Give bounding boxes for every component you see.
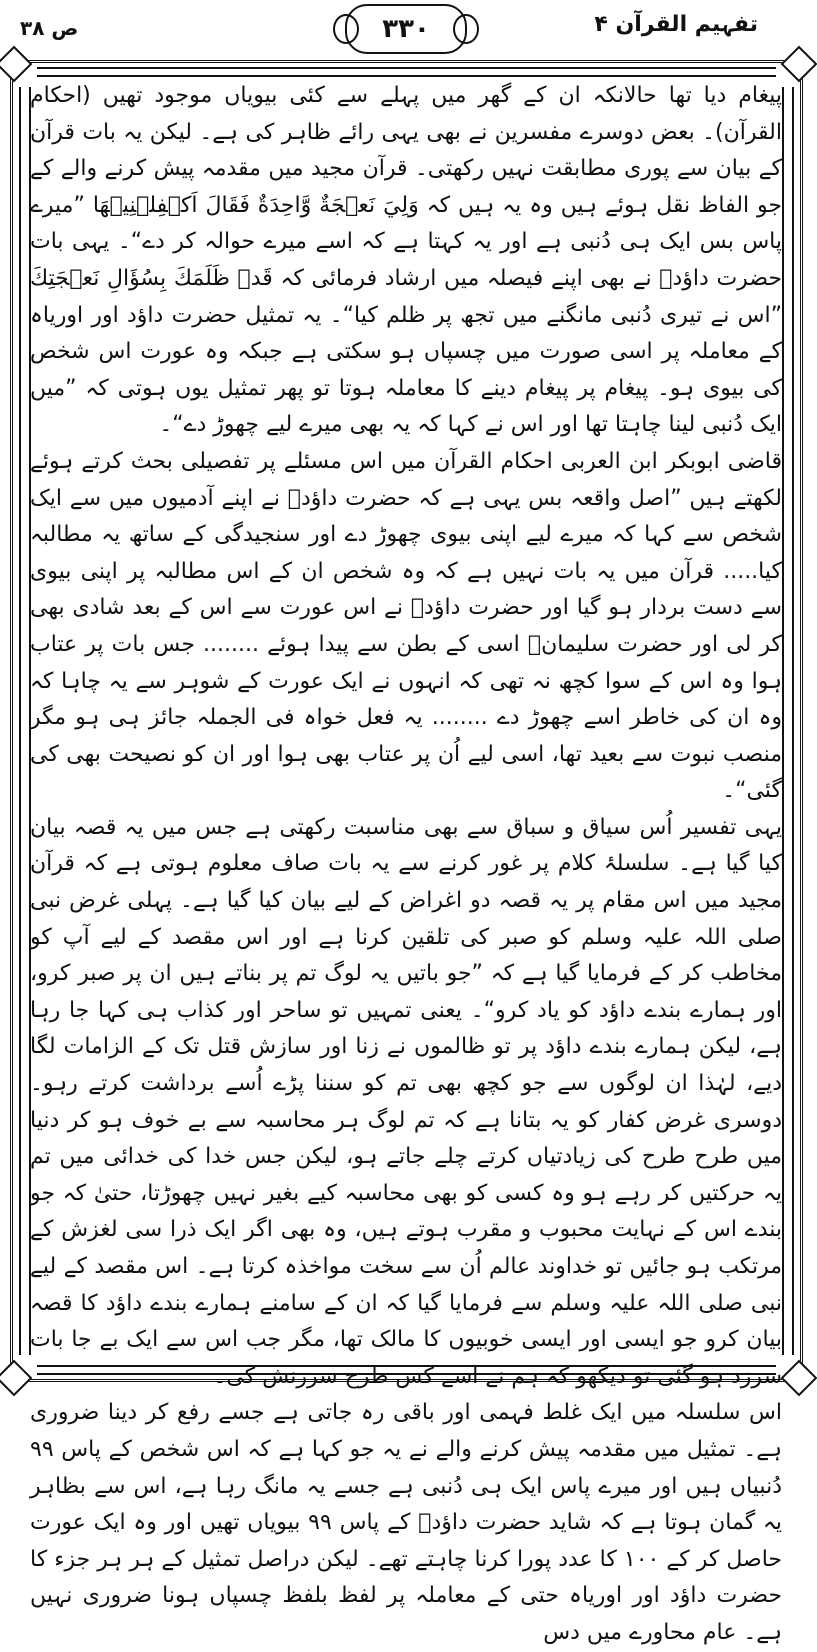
book-title: تفہیم القرآن ۴ <box>594 12 758 37</box>
corner-ornament-icon <box>781 1360 817 1397</box>
paragraph-4: اس سلسلہ میں ایک غلط فہمی اور باقی رہ جاتی ہے جسے رفع کر دینا ضروری ہے۔ تمثیل میں مقدمہ پیش کرنے والے نے یہ جو کہا ہے کہ اس شخص کے پاس ۹۹ دُنبیاں ہیں اور میرے پاس ایک ہی دُنبی ہے جسے یہ مانگ رہا ہے، اس سے بظاہر یہ گمان ہوتا ہے کہ شاید حضرت داؤدؑ کے پاس ۹۹ بیویاں تھیں اور وہ ایک عورت حاصل کر کے ۱۰۰ کا عدد پورا کرنا چاہتے تھے۔ لیکن دراصل تمثیل کے ہر ہر جزء کا حضرت داؤد اور اوریاہ حتی کے معاملہ پر لفظ بلفظ چسپاں ہونا ضروری نہیں ہے۔ عام محاورے میں دس <box>30 1400 782 1645</box>
border-rail-right <box>782 87 794 1355</box>
border-rail-top <box>37 67 776 77</box>
page-number: ۳۳۰ <box>345 4 467 54</box>
page-header <box>0 0 816 62</box>
page-body <box>30 78 782 1645</box>
paragraph-1: پیغام دیا تھا حالانکہ ان کے گھر میں پہلے سے کئی بیویاں موجود تھیں (احکام القرآن)۔ بعض دوسرے مفسرین نے بھی یہی رائے ظاہر کی ہے۔ لیکن یہ بات قرآن کے بیان سے پوری مطابقت نہیں رکھتی۔ قرآن مجید میں مقدمہ پیش کرنے والے کے جو الفاظ نقل ہوئے ہیں وہ یہ ہیں کہ وَلِيَ نَعۡجَةٌ وَّاحِدَةٌ فَقَالَ اَكۡفِلۡنِيۡهَا ”میرے پاس بس ایک ہی دُنبی ہے اور یہ کہتا ہے کہ اسے میرے حوالہ کر دے“۔ یہی بات حضرت داؤدؑ نے بھی اپنے فیصلہ میں ارشاد فرمائی کہ قَدۡ ظَلَمَكَ بِسُؤَالِ نَعۡجَتِكَ ”اس نے تیری دُنبی مانگنے میں تجھ پر ظلم کیا“۔ یہ تمثیل حضرت داؤد اور اوریاہ کے معاملہ پر اسی صورت میں چسپاں ہو سکتی ہے جبکہ وہ عورت اس شخص کی بیوی ہو۔ پیغام پر پیغام دینے کا معاملہ ہوتا تو پھر تمثیل یوں ہوتی کہ ”میں ایک دُنبی لینا چاہتا تھا اور اس نے کہا کہ یہ بھی میرے لیے چھوڑ دے“۔ <box>30 83 782 438</box>
paragraph-2: قاضی ابوبکر ابن العربی احکام القرآن میں اس مسئلے پر تفصیلی بحث کرتے ہوئے لکھتے ہیں ”اصل واقعہ بس یہی ہے کہ حضرت داؤدؑ نے اپنے آدمیوں میں سے ایک شخص سے کہا کہ میرے لیے اپنی بیوی چھوڑ دے اور سنجیدگی کے ساتھ یہ مطالبہ کیا..... قرآن میں یہ بات نہیں ہے کہ وہ شخص ان کے اس مطالبہ پر اپنی بیوی سے دست بردار ہو گیا اور حضرت داؤدؑ نے اس عورت سے اس کے بعد شادی بھی کر لی اور حضرت سلیمانؑ اسی کے بطن سے پیدا ہوئے ........ جس بات پر عتاب ہوا وہ اس کے سوا کچھ نہ تھی کہ انہوں نے ایک عورت کے شوہر سے یہ چاہا کہ وہ ان کی خاطر اسے چھوڑ دے ........ یہ فعل خواہ فی الجملہ جائز ہی ہو مگر منصب نبوت سے بعید تھا، اسی لیے اُن پر عتاب بھی ہوا اور ان کو نصیحت بھی کی گئی“۔ <box>30 448 782 804</box>
surah-reference: ص ۳۸ <box>20 16 79 40</box>
corner-ornament-icon <box>0 1360 32 1397</box>
paragraph-3: یہی تفسیر اُس سیاق و سباق سے بھی مناسبت رکھتی ہے جس میں یہ قصہ بیان کیا گیا ہے۔ سلسلۂ کلام پر غور کرنے سے یہ بات صاف معلوم ہوتی ہے کہ قرآن مجید میں اس مقام پر یہ قصہ دو اغراض کے لیے بیان کیا گیا ہے۔ پہلی غرض نبی صلی اللہ علیہ وسلم کو صبر کی تلقین کرنا ہے اور اس مقصد کے لیے آپ کو مخاطب کر کے فرمایا گیا ہے کہ ”جو باتیں یہ لوگ تم پر بناتے ہیں ان پر صبر کرو، اور ہمارے بندے داؤد کو یاد کرو“۔ یعنی تمہیں تو ساحر اور کذاب ہی کہا جا رہا ہے، لیکن ہمارے بندے داؤد پر تو ظالموں نے زنا اور سازش قتل تک کے الزامات لگا دیے، لہٰذا ان لوگوں سے جو کچھ بھی تم کو سننا پڑے اُسے برداشت کرتے رہو۔ دوسری غرض کفار کو یہ بتانا ہے کہ تم لوگ ہر محاسبہ سے بے خوف ہو کر دنیا میں طرح طرح کی زیادتیاں کرتے چلے جاتے ہو، لیکن جس خدا کی خدائی میں تم یہ حرکتیں کر رہے ہو وہ کسی کو بھی محاسبہ کیے بغیر نہیں چھوڑتا، حتیٰ کہ جو بندے اس کے نہایت محبوب و مقرب ہوتے ہیں، وہ بھی اگر ایک ذرا سی لغزش کے مرتکب ہو جائیں تو خداوند عالم اُن سے سخت مواخذہ کرتا ہے۔ اس مقصد کے لیے نبی صلی اللہ علیہ وسلم سے فرمایا گیا کہ ان کے سامنے ہمارے بندے داؤد کا قصہ بیان کرو جو ایسی اور ایسی خوبیوں کا مالک تھا، مگر جب اس سے ایک بے جا بات سرزد ہو گئی تو دیکھو کہ ہم نے اسے کس طرح سرزنش کی۔ <box>30 814 782 1389</box>
